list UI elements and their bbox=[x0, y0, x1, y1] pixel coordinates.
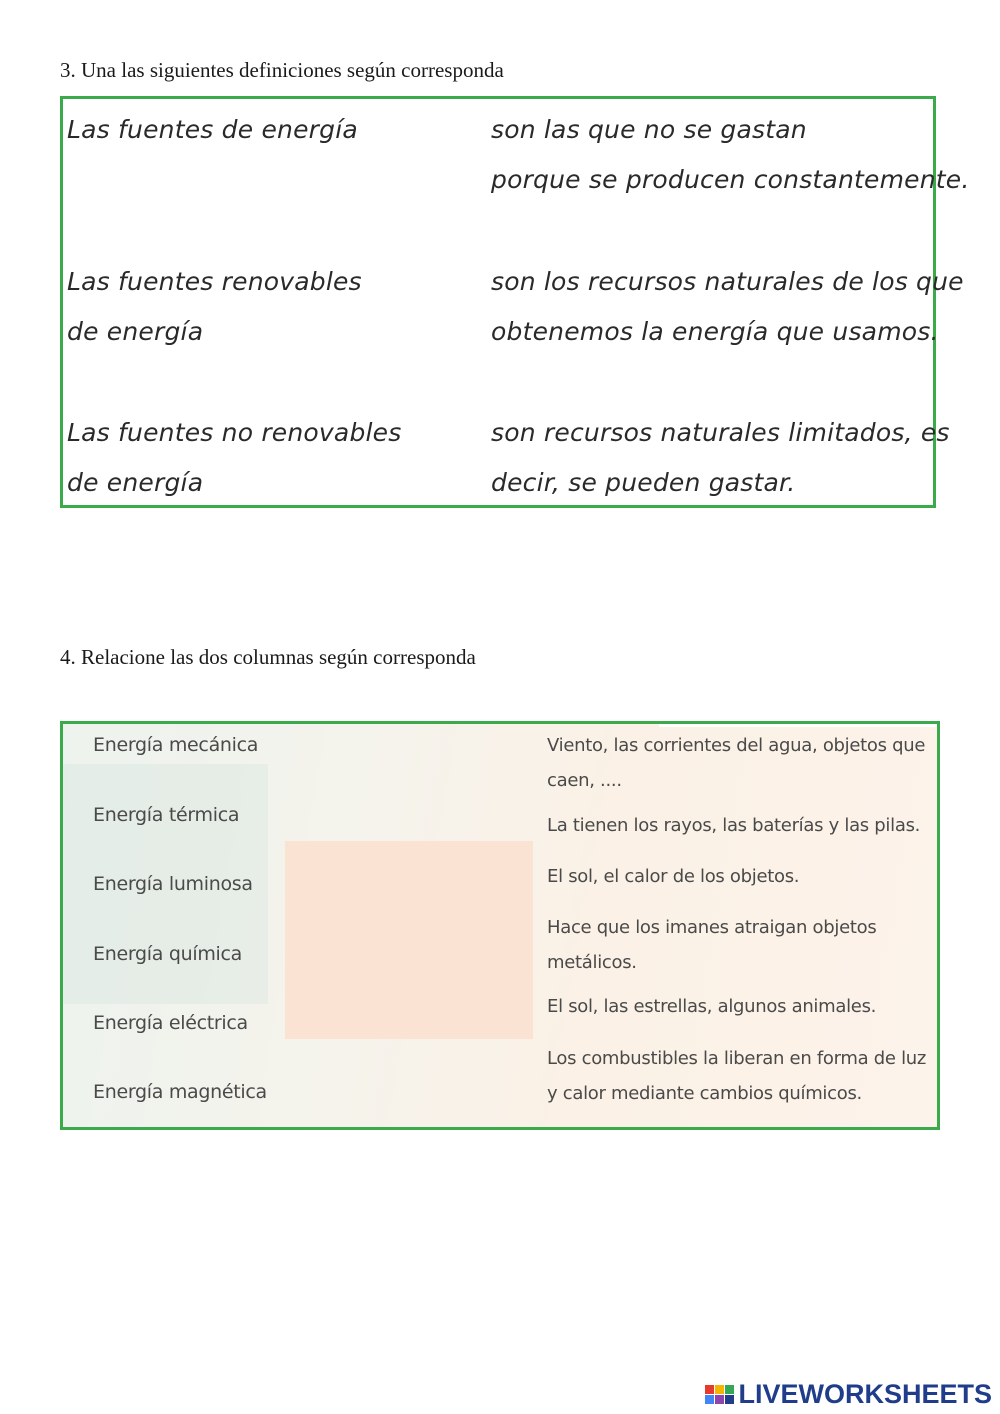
logo-square bbox=[715, 1395, 724, 1404]
definition-item[interactable]: Viento, las corrientes del agua, objetos que caen, .... bbox=[547, 735, 926, 791]
logo-square bbox=[725, 1395, 734, 1404]
exercise-4-box bbox=[60, 721, 940, 1130]
left-item-line: de energía bbox=[67, 468, 204, 497]
logo-square bbox=[705, 1385, 714, 1394]
right-item-line: son las que no se gastan bbox=[491, 115, 807, 144]
exercise-3-right-item[interactable] bbox=[491, 257, 964, 357]
logo-square bbox=[715, 1385, 724, 1394]
exercise-3-right-item[interactable] bbox=[491, 105, 969, 205]
exercise-3-left-item[interactable] bbox=[67, 257, 362, 357]
right-item-line: decir, se pueden gastar. bbox=[491, 468, 796, 497]
answer-blank-area[interactable] bbox=[285, 841, 533, 1039]
term-item[interactable]: Energía eléctrica bbox=[93, 1012, 248, 1034]
right-item-line: son recursos naturales limitados, es bbox=[491, 418, 950, 447]
term-item[interactable]: Energía luminosa bbox=[93, 873, 253, 895]
definition-item[interactable]: La tienen los rayos, las baterías y las pilas. bbox=[547, 815, 921, 836]
term-item[interactable]: Energía mecánica bbox=[93, 734, 259, 756]
exercise-3-right-item[interactable] bbox=[491, 408, 950, 508]
term-item[interactable]: Energía térmica bbox=[93, 804, 240, 826]
definition-item[interactable]: Hace que los imanes atraigan objetos metálicos. bbox=[547, 917, 877, 973]
box-border-gap bbox=[659, 721, 940, 727]
exercise-3-title: 3. Una las siguientes definiciones según corresponda bbox=[60, 58, 504, 82]
term-item[interactable]: Energía química bbox=[93, 943, 242, 965]
liveworksheets-logo bbox=[705, 1378, 992, 1410]
right-item-line: obtenemos la energía que usamos. bbox=[491, 317, 939, 346]
definition-item[interactable]: Los combustibles la liberan en forma de luz y calor mediante cambios químicos. bbox=[547, 1048, 927, 1104]
logo-square bbox=[725, 1385, 734, 1394]
left-item-line: Las fuentes renovables bbox=[67, 267, 362, 296]
left-item-line: Las fuentes no renovables bbox=[67, 418, 402, 447]
left-item-line: de energía bbox=[67, 317, 204, 346]
exercise-4-title: 4. Relacione las dos columnas según corresponda bbox=[60, 645, 476, 669]
definition-item[interactable]: El sol, el calor de los objetos. bbox=[547, 866, 800, 887]
exercise-3-left-item[interactable] bbox=[67, 105, 358, 155]
logo-square bbox=[705, 1395, 714, 1404]
definition-item[interactable]: El sol, las estrellas, algunos animales. bbox=[547, 996, 877, 1017]
logo-mark-icon bbox=[705, 1385, 734, 1404]
exercise-3-left-item[interactable] bbox=[67, 408, 401, 508]
left-item-line: Las fuentes de energía bbox=[67, 115, 358, 144]
right-item-line: porque se producen constantemente. bbox=[491, 165, 970, 194]
right-item-line: son los recursos naturales de los que bbox=[491, 267, 964, 296]
term-item[interactable]: Energía magnética bbox=[93, 1081, 267, 1103]
logo-text: LIVEWORKSHEETS bbox=[738, 1378, 992, 1409]
exercise-3-box bbox=[60, 96, 970, 508]
